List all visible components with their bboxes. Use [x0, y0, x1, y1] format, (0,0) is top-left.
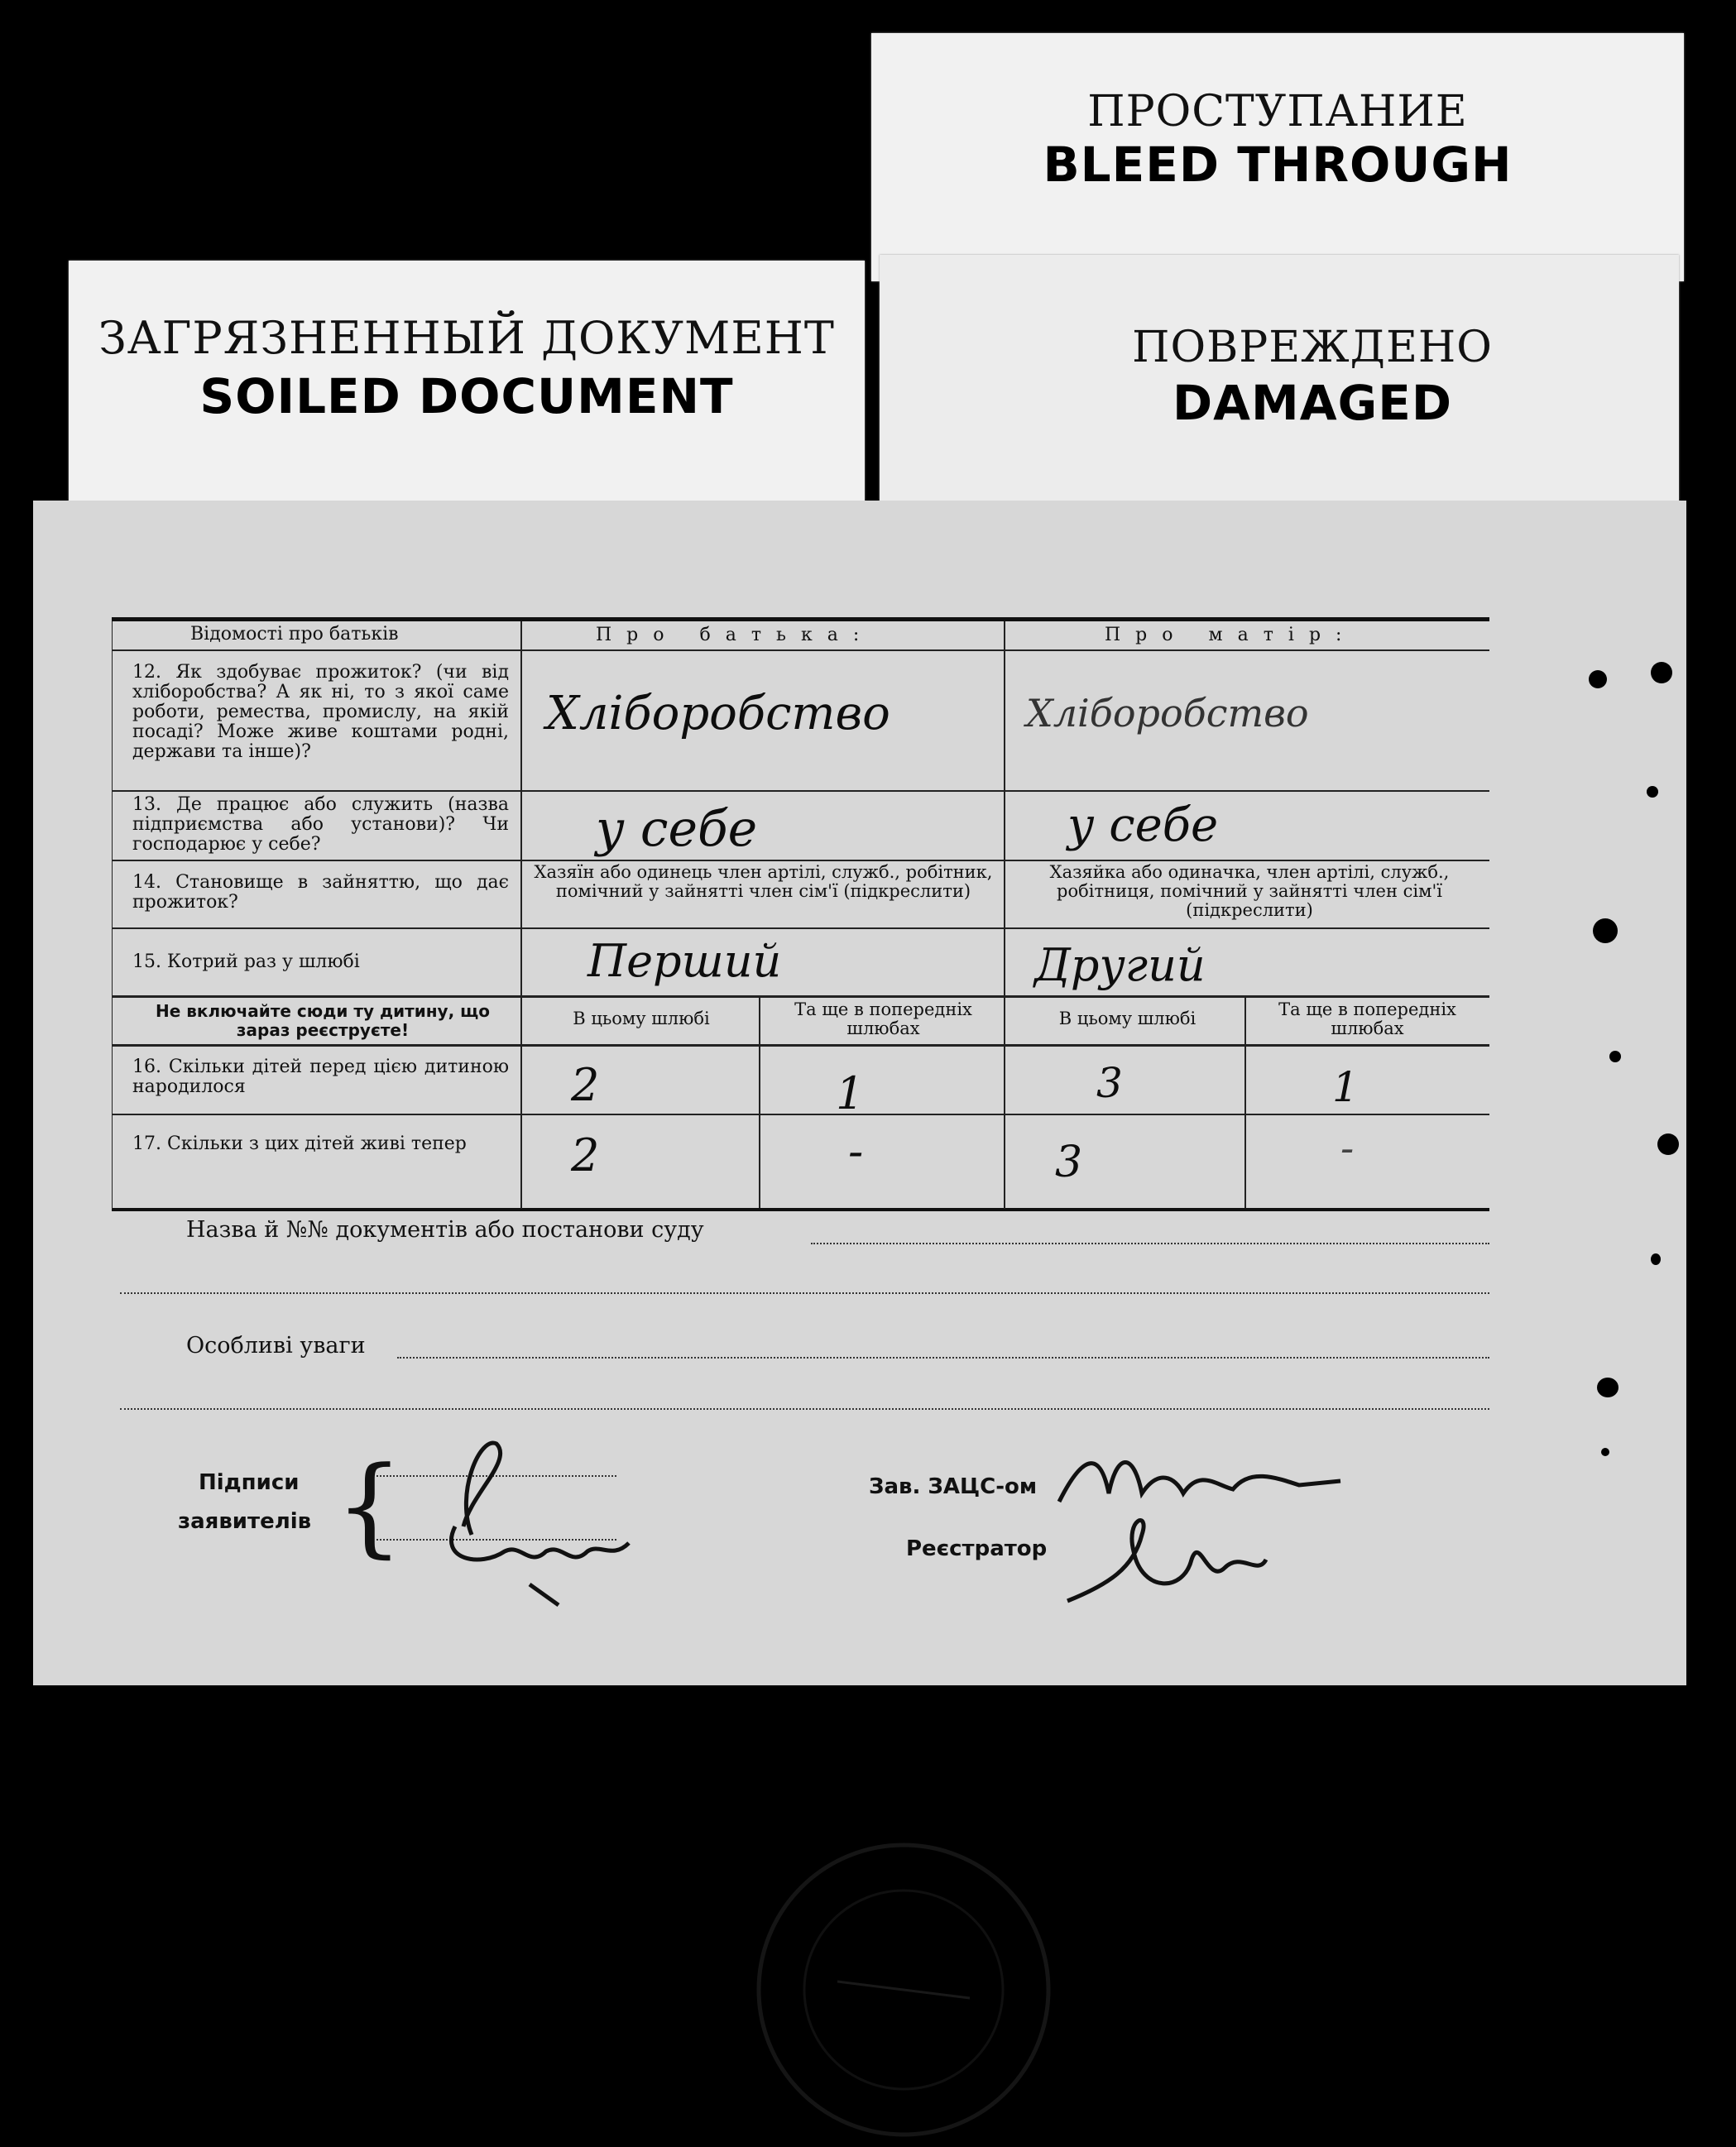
- signatures-brace: {: [335, 1443, 404, 1569]
- answer-q16-father-this: 2: [571, 1059, 600, 1111]
- damaged-en: DAMAGED: [1172, 375, 1452, 431]
- header-parents-info: Відомості про батьків: [190, 624, 399, 645]
- answer-q12-mother: Хліборобство: [1026, 691, 1309, 736]
- signatures-label-2: заявителів: [178, 1509, 312, 1534]
- damaged-ru: ПОВРЕЖДЕНО: [1132, 323, 1493, 372]
- binding-hole: [1657, 1133, 1679, 1155]
- question-12: 12. Як здобуває прожиток? (чи від хліборобства? А як ні, то з якої саме роботи, ремества, промислу, на якій посаді? Може живе коштами родні, держави та інше)?: [132, 662, 509, 762]
- header-father: Про батька:: [596, 625, 875, 645]
- soiled-ru: ЗАГРЯЗНЕННЫЙ ДОКУМЕНТ: [98, 312, 835, 364]
- answer-q13-father: у себе: [596, 800, 758, 858]
- answer-q12-father: Хліборобство: [546, 687, 890, 740]
- soiled-en: SOILED DOCUMENT: [199, 368, 734, 424]
- answer-q16-mother-prev: 1: [1332, 1063, 1359, 1111]
- answer-q17-father-this: 2: [571, 1129, 600, 1181]
- subheader-father-this-marriage: В цьому шлюбі: [573, 1009, 710, 1028]
- binding-hole: [1651, 662, 1672, 683]
- q14-father-options: Хазяїн або одинець член артілі, служб., робітник, помічний у зайнятті член сім'ї (підкреслити): [534, 862, 993, 901]
- answer-q16-father-prev: 1: [836, 1067, 865, 1119]
- answer-q17-mother-this: 3: [1055, 1138, 1083, 1187]
- question-16: 16. Скільки дітей перед цією дитиною народилося: [132, 1057, 509, 1097]
- answer-q17-mother-prev: -: [1340, 1125, 1355, 1172]
- header-mother: Про матір:: [1105, 625, 1357, 645]
- answer-q15-father: Перший: [587, 935, 782, 987]
- q14-mother-options: Хазяйка або одиначка, член артілі, служб., робітниця, помічний у зайнятті член сім'ї (підкреслити): [1049, 862, 1450, 920]
- binding-hole: [1589, 670, 1607, 688]
- registrar-signature: [1059, 1502, 1307, 1626]
- registration-form-page: [33, 501, 1686, 1685]
- head-of-registry-label: Зав. ЗАЦС-ом: [869, 1474, 1038, 1499]
- answer-q17-father-prev: -: [848, 1125, 864, 1177]
- binding-hole: [1647, 786, 1658, 798]
- soiled-document-card: [69, 261, 865, 509]
- applicant-signature: [405, 1427, 654, 1609]
- subheader-mother-prev-marriages: Та ще в попередніх шлюбах: [1278, 999, 1456, 1038]
- question-13: 13. Де працює або служить (назва підприємства або установи)? Чи господарює у себе?: [132, 794, 509, 855]
- bleed-through-ru: ПРОСТУПАНИЕ: [1087, 87, 1468, 137]
- answer-q16-mother-this: 3: [1096, 1059, 1123, 1107]
- notes-label: Особливі уваги: [186, 1333, 366, 1359]
- binding-hole: [1593, 918, 1618, 943]
- question-14: 14. Становище в зайняттю, що дає прожиток?: [132, 872, 509, 913]
- binding-hole: [1601, 1448, 1609, 1456]
- registrar-label: Реєстратор: [906, 1536, 1048, 1561]
- signatures-label-1: Підписи: [199, 1470, 300, 1495]
- binding-hole: [1651, 1253, 1661, 1265]
- subheader-mother-this-marriage: В цьому шлюбі: [1058, 1009, 1196, 1028]
- official-stamp: [746, 1833, 1061, 2147]
- question-17: 17. Скільки з цих дітей живі тепер: [132, 1133, 467, 1154]
- binding-hole: [1609, 1051, 1621, 1062]
- binding-hole: [1597, 1378, 1619, 1397]
- bleed-through-en: BLEED THROUGH: [1043, 137, 1513, 193]
- answer-q13-mother: у себе: [1067, 798, 1219, 852]
- subheader-father-prev-marriages: Та ще в попередніх шлюбах: [794, 999, 972, 1038]
- documents-label: Назва й №№ документів або постанови суду: [186, 1217, 704, 1243]
- damaged-card: [880, 255, 1679, 511]
- answer-q15-mother: Другий: [1034, 939, 1206, 991]
- bleed-through-card: [871, 33, 1684, 281]
- question-15: 15. Котрий раз у шлюбі: [132, 951, 360, 972]
- note-exclude-child: Не включайте сюди ту дитину, що зараз реєструєте!: [155, 1001, 490, 1040]
